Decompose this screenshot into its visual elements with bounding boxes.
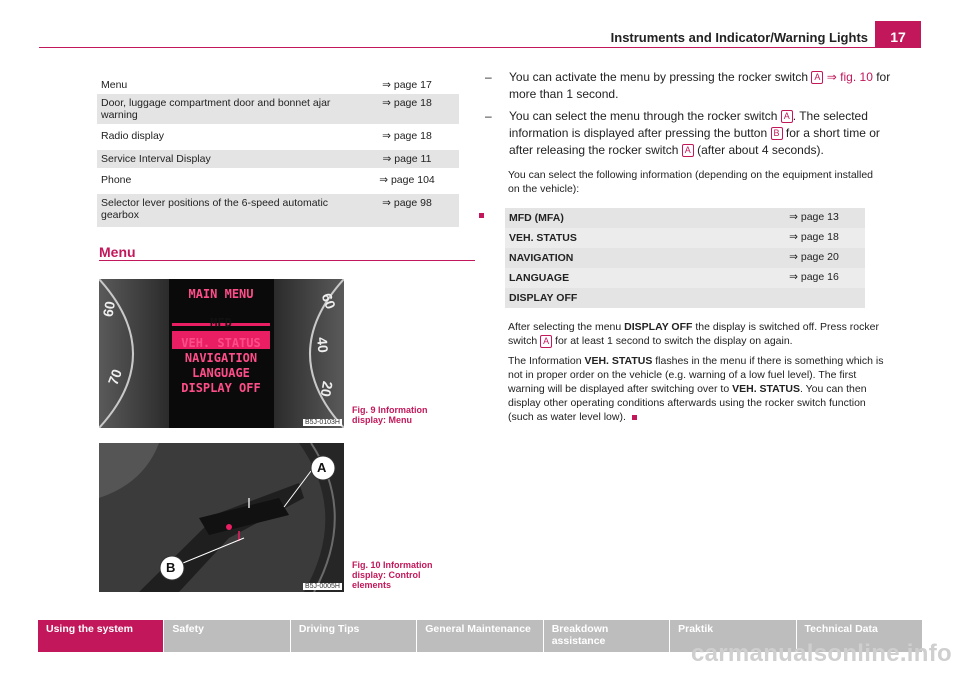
table-cell-ref[interactable]: ⇒ page 18 <box>382 130 432 142</box>
watermark: carmanualsonline.info <box>690 640 952 667</box>
figure-link[interactable]: ⇒ fig. 10 <box>826 70 873 84</box>
arrow-icon: ⇒ <box>382 79 391 91</box>
figure-9-display-menu <box>99 279 344 428</box>
key-a-icon: A <box>682 144 694 157</box>
section-heading: Menu <box>99 244 136 260</box>
gauge-number: 20 <box>317 379 337 399</box>
display-item-selected: MFD <box>210 316 232 330</box>
table-cell-ref <box>763 288 865 308</box>
display-item: VEH. STATUS <box>181 336 261 350</box>
tab-praktik[interactable]: Praktik <box>670 620 795 652</box>
tab-breakdown-assistance[interactable]: Breakdown assistance <box>544 620 669 652</box>
table-row <box>97 168 459 194</box>
table-cell-label: VEH. STATUS <box>509 232 577 244</box>
key-a-icon: A <box>811 71 823 84</box>
table-cell-ref[interactable]: ⇒ page 104 <box>379 174 435 186</box>
arrow-icon: ⇒ <box>379 174 389 186</box>
table-cell-label: DISPLAY OFF <box>505 288 763 308</box>
callout-label-a: A <box>317 460 327 475</box>
right-reference-table <box>505 208 865 308</box>
key-b-icon: B <box>771 127 783 140</box>
table-cell-ref[interactable]: ⇒ page 18 <box>789 231 839 243</box>
table-row <box>97 194 459 227</box>
table-row <box>505 288 865 308</box>
table-cell-label: Door, luggage compartment door and bonnet ajar warning <box>97 94 355 124</box>
paragraph-display-off: After selecting the menu DISPLAY OFF the display is switched off. Press rocker switch A for at least 1 second to switch the display on again. <box>508 321 879 347</box>
key-a-icon: A <box>540 335 552 348</box>
table-cell-label: Phone <box>101 174 132 186</box>
paragraph-veh-status: The Information VEH. STATUS flashes in the menu if there is something which is not in proper order on the vehicle (e.g. warning of a low fuel level). The first warning will be displayed after switching over to VEH. STATUS. You can then display other operating conditions afterwards using the rocker switch function (such as water level low). <box>508 355 884 423</box>
table-cell-ref[interactable]: ⇒ page 98 <box>355 194 459 227</box>
table-cell-ref[interactable]: ⇒ page 20 <box>763 248 865 268</box>
table-cell-label: MFD (MFA) <box>505 208 763 228</box>
steering-column-illustration <box>99 443 344 592</box>
section-end-mark <box>479 213 484 218</box>
gauge-number: 60 <box>318 290 339 312</box>
figure-code: B5J-0103H <box>304 419 340 426</box>
tab-general-maintenance[interactable]: General Maintenance <box>417 620 542 652</box>
display-title: MAIN MENU <box>188 287 254 301</box>
table-row <box>505 248 865 268</box>
callout-label-b: B <box>166 560 176 575</box>
tab-using-the-system[interactable]: Using the system <box>38 620 163 652</box>
tab-safety[interactable]: Safety <box>164 620 289 652</box>
table-cell-label: Menu <box>101 79 128 91</box>
table-cell-label: Selector lever positions of the 6-speed automatic gearbox <box>97 194 355 227</box>
table-cell-label: Radio display <box>101 130 165 142</box>
table-cell-ref[interactable]: ⇒ page 17 <box>382 79 432 91</box>
tab-technical-data[interactable]: Technical Data <box>797 620 922 652</box>
display-menu-lines <box>172 287 270 396</box>
table-row <box>97 76 459 94</box>
figure-10-control-elements <box>99 443 344 592</box>
table-cell-ref[interactable]: ⇒ page 18 <box>355 94 459 124</box>
table-row <box>505 228 865 248</box>
gauge-number: 60 <box>99 299 119 319</box>
tab-driving-tips[interactable]: Driving Tips <box>291 620 416 652</box>
instruction-step-2: – You can select the menu through the rocker switch A . The selected information is displayed after pressing the button B for a short time or after releasing the rocker switch A (after about 4 seconds). <box>485 109 880 157</box>
table-cell-ref[interactable]: ⇒ page 11 <box>355 150 459 168</box>
table-row <box>97 94 459 124</box>
arrow-icon: ⇒ <box>789 211 798 223</box>
display-item: LANGUAGE <box>192 366 250 380</box>
table-cell-label: Service Interval Display <box>97 150 355 168</box>
instruction-step-1: – You can activate the menu by pressing the rocker switch A ⇒ fig. 10 for more than 1 second. <box>485 70 891 101</box>
table-row <box>505 208 865 228</box>
table-cell-ref[interactable]: ⇒ page 16 <box>789 271 839 283</box>
page-number: 17 <box>875 21 921 48</box>
intro-paragraph: You can select the following information (depending on the equipment installed on the vehicle): <box>508 169 874 195</box>
section-end-mark <box>632 415 637 420</box>
display-item: NAVIGATION <box>184 351 258 365</box>
display-item: DISPLAY OFF <box>181 381 261 395</box>
arrow-icon: ⇒ <box>382 97 391 109</box>
figure-9-caption: Fig. 9 Information display: Menu <box>352 405 428 425</box>
table-cell-ref[interactable]: ⇒ page 13 <box>763 208 865 228</box>
arrow-icon: ⇒ <box>789 251 798 263</box>
arrow-icon: ⇒ <box>789 231 798 243</box>
table-cell-label: LANGUAGE <box>509 272 570 284</box>
table-row <box>505 268 865 288</box>
key-a-icon: A <box>781 110 793 123</box>
figure-code: B5J-0005H <box>304 583 340 590</box>
gauge-number: 70 <box>104 366 125 388</box>
header-rule <box>39 47 921 48</box>
section-rule <box>99 260 475 261</box>
arrow-icon: ⇒ <box>382 130 391 142</box>
arrow-icon: ⇒ <box>789 271 798 283</box>
table-row <box>97 124 459 150</box>
arrow-icon: ⇒ <box>382 197 391 209</box>
table-row <box>97 150 459 168</box>
chapter-title: Instruments and Indicator/Warning Lights <box>610 30 868 45</box>
table-cell-label: NAVIGATION <box>505 248 763 268</box>
left-reference-table <box>97 76 459 227</box>
arrow-icon: ⇒ <box>382 153 392 165</box>
figure-10-caption: Fig. 10 Information display: Control elements <box>352 560 433 590</box>
gauge-number: 40 <box>314 336 332 354</box>
